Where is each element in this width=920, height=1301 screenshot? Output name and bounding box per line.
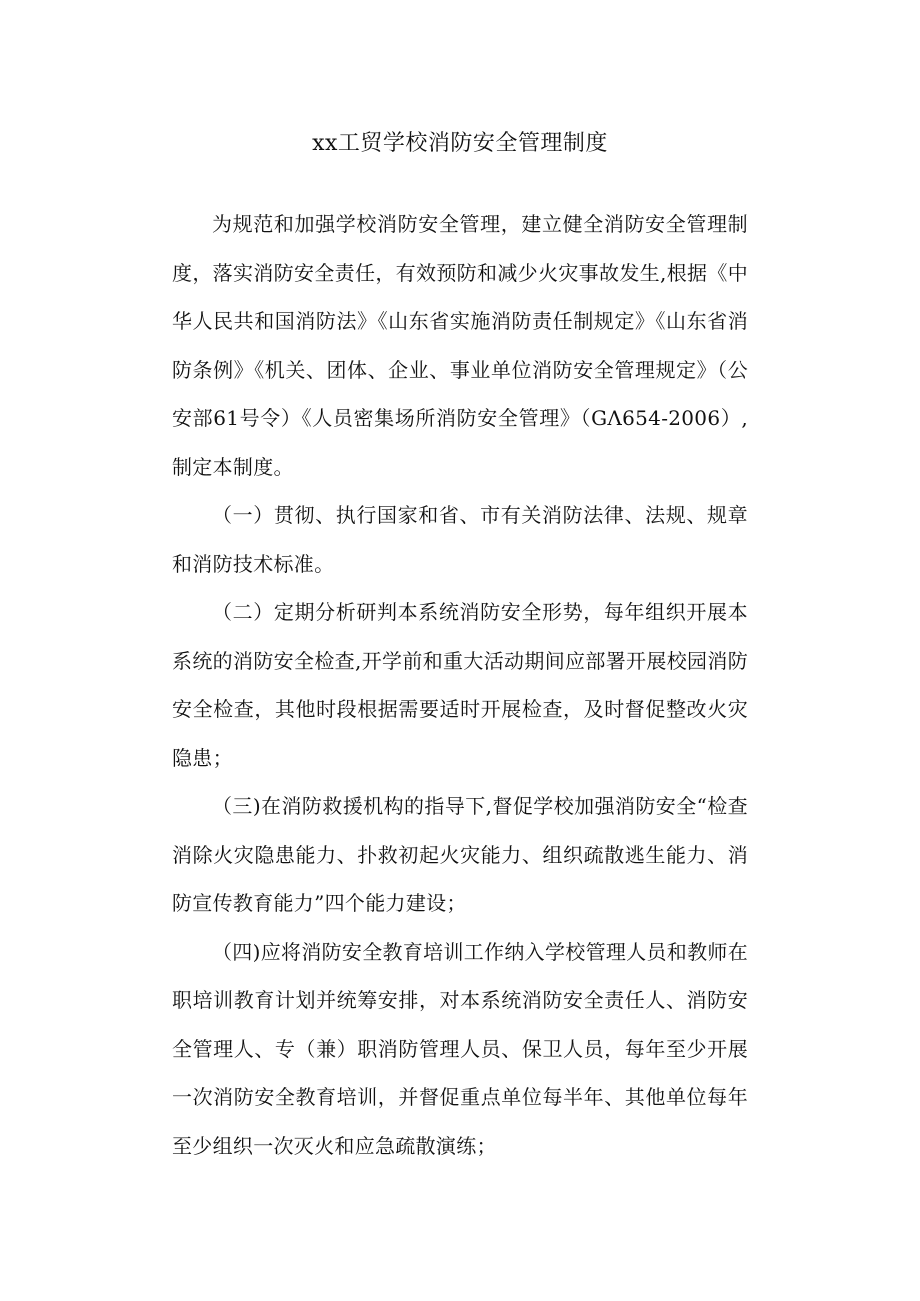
paragraph-item-4: （四)应将消防安全教育培训工作纳入学校管理人员和教师在职培训教育计划并统筹安排，对本系统消防安全责任人、消防安全管理人、专（兼）职消防管理人员、保卫人员，每年至少开展一次消防安全教育培训，并督促重点单位每半年、其他单位每年至少组织一次灭火和应急疏散演练；	[172, 939, 748, 1158]
document-body	[172, 200, 748, 1170]
paragraph-intro: 为规范和加强学校消防安全管理，建立健全消防安全管理制度，落实消防安全责任，有效预防和减少火灾事故发生,根据《中华人民共和国消防法》《山东省实施消防责任制规定》《山东省消防条例》《机关、团体、企业、事业单位消防安全管理规定》（公安部61号令）《人员密集场所消防安全管理》（GΛ654-2006）,制定本制度。	[172, 212, 748, 479]
paragraph-item-1: （一）贯彻、执行国家和省、市有关消防法律、法规、规章和消防技术标准。	[172, 503, 748, 576]
paragraph-item-2: （二）定期分析研判本系统消防安全形势，每年组织开展本系统的消防安全检查,开学前和重大活动期间应部署开展校园消防安全检查，其他时段根据需要适时开展检查，及时督促整改火灾隐患；	[172, 600, 748, 770]
document-title: xx工贸学校消防安全管理制度	[312, 131, 608, 156]
paragraph-item-3: （三)在消防救援机构的指导下,督促学校加强消防安全“检查消除火灾隐患能力、扑救初起火灾能力、组织疏散逃生能力、消防宣传教育能力”四个能力建设；	[172, 794, 748, 915]
